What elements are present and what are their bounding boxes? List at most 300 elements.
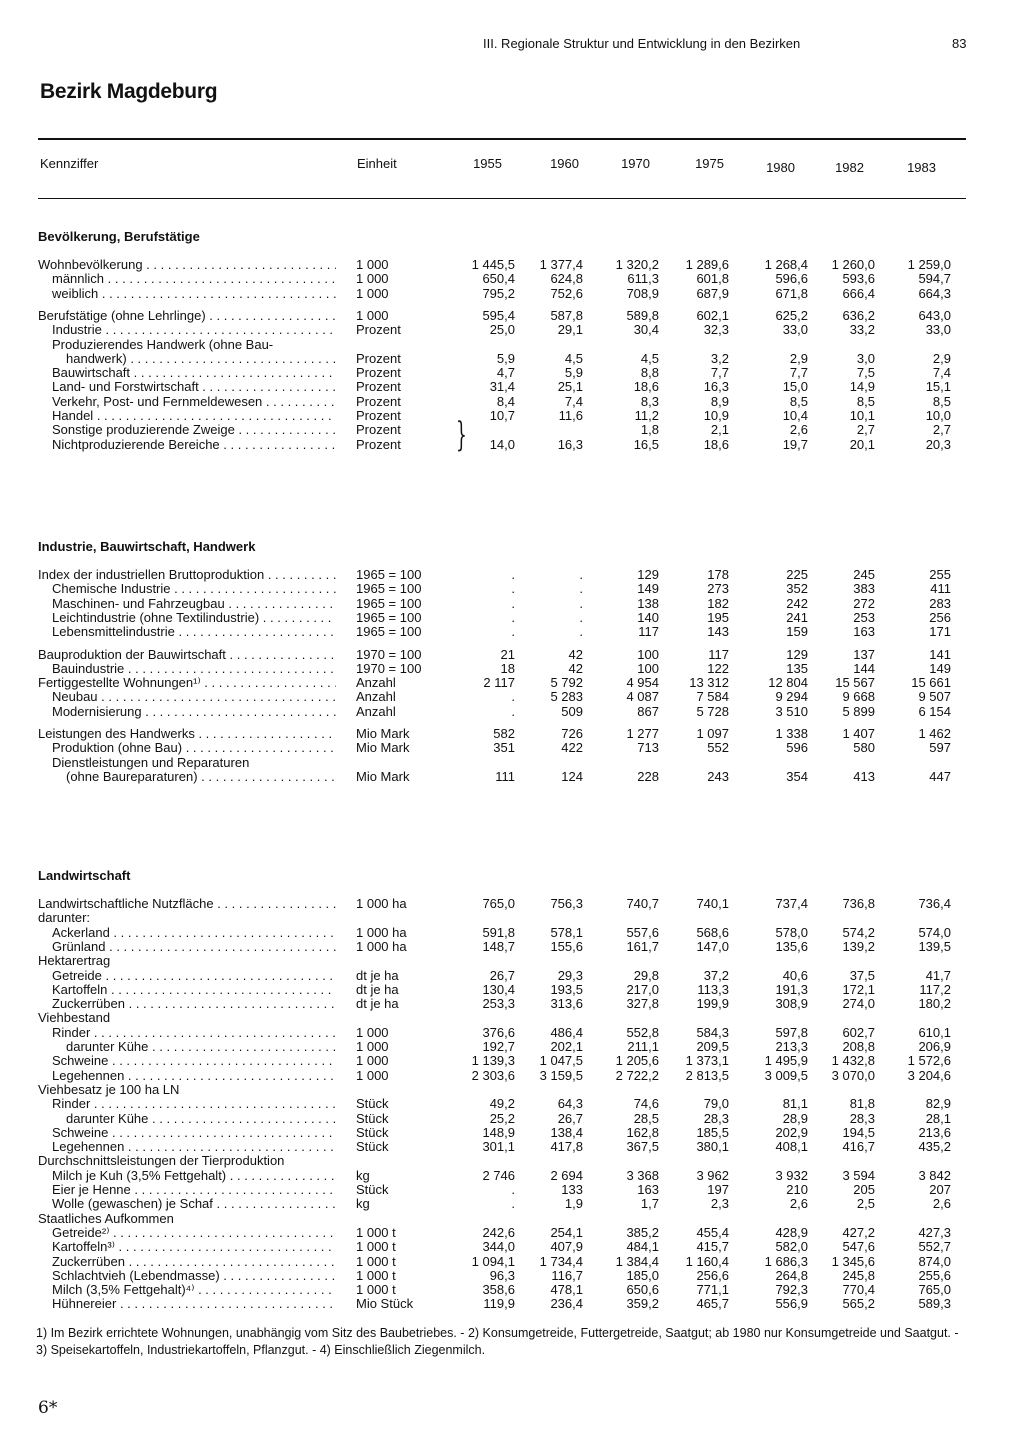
row-value: 3 842 — [918, 1167, 951, 1183]
top-rule — [38, 138, 966, 140]
row-label: (ohne Baureparaturen) . . . — [38, 770, 336, 784]
row-value: 130,4 — [482, 981, 515, 997]
row-value: 1 259,0 — [907, 257, 951, 272]
column-header-year: 1983 — [907, 160, 936, 175]
row-value: 2 746 — [482, 1167, 515, 1183]
row-value: 756,3 — [550, 896, 583, 911]
row-value: 12 804 — [768, 675, 808, 691]
row-label: Sonstige produzierende Zweige . . . — [38, 423, 336, 437]
row-value: 117 — [638, 624, 659, 640]
row-value: 354 — [786, 768, 808, 784]
row-label: Produzierendes Handwerk (ohne Bau- — [52, 337, 274, 352]
column-header-year: 1960 — [550, 156, 579, 171]
row-value: 765,0 — [918, 1282, 951, 1298]
row-value: 1 445,5 — [471, 257, 515, 272]
table-row — [38, 940, 966, 954]
row-value: 1 289,6 — [685, 257, 729, 272]
row-unit: Prozent — [356, 365, 401, 381]
row-value: 148,7 — [482, 938, 515, 954]
row-value: 149 — [637, 581, 659, 597]
row-label: Maschinen- und Fahrzeugbau . . . — [38, 597, 336, 611]
table-row — [38, 1112, 966, 1126]
row-value: 2 303,6 — [471, 1067, 515, 1083]
row-value: 10,1 — [849, 408, 875, 423]
row-label: Index der industriellen Bruttoproduktion . . . — [38, 568, 336, 582]
row-value: 185,0 — [626, 1267, 659, 1283]
row-value: 1 345,6 — [831, 1253, 875, 1269]
row-value: 283 — [929, 595, 951, 611]
footnotes: 1) Im Bezirk errichtete Wohnungen, unabhängig vom Sitz des Baubetriebes. - 2) Konsumgetreide, Futtergetreide, Saatgut; ab 1980 nur Konsumgetreide und Saatgut. - 3) Speisekartoffeln, Industriekartoffeln, Pflanzgut. - 4) Einschließlich Ziegenmilch. — [36, 1326, 959, 1357]
row-label: Zuckerrüben . . . — [38, 997, 336, 1011]
row-value: 610,1 — [918, 1024, 951, 1040]
row-label: Bauproduktion der Bauwirtschaft . . . — [38, 648, 336, 662]
row-value: 100 — [637, 660, 659, 676]
row-value: 148,9 — [482, 1124, 515, 1140]
row-label: männlich . . . — [38, 272, 336, 286]
row-label: Milch je Kuh (3,5% Fettgehalt) . . . — [38, 1169, 336, 1183]
row-value: 1 338 — [775, 726, 808, 741]
table-row — [38, 997, 966, 1011]
row-value: 2,9 — [789, 350, 808, 366]
table-row — [38, 1083, 966, 1097]
row-value: 25,0 — [489, 322, 515, 338]
row-value: 1,8 — [640, 422, 659, 438]
row-unit: Prozent — [356, 379, 401, 395]
row-value: 49,2 — [489, 1096, 515, 1112]
row-value: 15,0 — [782, 379, 808, 395]
table-row — [38, 287, 966, 301]
row-value: 245,8 — [842, 1267, 875, 1283]
row-value: 666,4 — [842, 285, 875, 301]
row-value: 708,9 — [626, 285, 659, 301]
row-value: 11,6 — [558, 408, 583, 423]
row-value: 122 — [707, 660, 729, 676]
row-value: 100 — [637, 646, 659, 662]
table-row — [38, 1169, 966, 1183]
row-value: 4 954 — [626, 675, 659, 691]
row-value: 135 — [786, 660, 808, 676]
row-value: 185,5 — [696, 1124, 729, 1140]
row-label: Zuckerrüben . . . — [38, 1255, 336, 1269]
row-value: 478,1 — [550, 1282, 583, 1298]
row-value: 1 407 — [842, 726, 875, 741]
table-row — [38, 380, 966, 394]
table-row — [38, 338, 966, 352]
row-label: Schlachtvieh (Lebendmasse) . . . — [38, 1269, 336, 1283]
row-value: 7,7 — [710, 365, 729, 381]
row-value: 242,6 — [482, 1224, 515, 1240]
row-value: 243 — [707, 768, 729, 784]
row-value: 29,3 — [557, 967, 583, 983]
row-label: Durchschnittsleistungen der Tierproduktion — [38, 1154, 285, 1169]
row-value: 713 — [637, 740, 659, 756]
row-value: 9 668 — [842, 689, 875, 705]
row-value: 580 — [853, 740, 875, 756]
row-label: Ackerland . . . — [38, 926, 336, 940]
row-value: 11,2 — [634, 408, 659, 423]
row-value: 143 — [707, 624, 729, 640]
row-unit: 1965 = 100 — [356, 567, 422, 582]
row-value: 33,0 — [782, 322, 808, 338]
row-value: 5 899 — [842, 703, 875, 719]
row-label: Schweine . . . — [38, 1054, 336, 1068]
row-value: 770,4 — [842, 1282, 875, 1298]
row-unit: 1965 = 100 — [356, 609, 422, 625]
table-row — [38, 568, 966, 582]
row-value: 596,6 — [775, 271, 808, 287]
row-value: 119,9 — [483, 1296, 515, 1312]
row-value: 82,9 — [925, 1096, 951, 1112]
column-header-year: 1975 — [695, 156, 724, 171]
row-label: Verkehr, Post- und Fernmeldewesen . . . — [38, 395, 336, 409]
row-value: 163 — [853, 624, 875, 640]
row-value: 1,7 — [640, 1196, 659, 1212]
row-value: 32,3 — [703, 322, 729, 338]
row-value: 2,1 — [710, 422, 729, 438]
row-label: Handel . . . — [38, 409, 336, 423]
row-value: 8,3 — [640, 393, 659, 409]
row-value: 9 294 — [775, 689, 808, 705]
table-row — [38, 309, 966, 323]
row-unit: Anzahl — [356, 689, 396, 705]
row-value: 547,6 — [842, 1239, 875, 1255]
row-value: 206,9 — [918, 1039, 951, 1054]
row-value: 1 160,4 — [685, 1253, 729, 1269]
row-unit: 1 000 — [356, 1024, 389, 1040]
table-row — [38, 727, 966, 741]
table-row — [38, 1140, 966, 1154]
row-unit: 1 000 — [356, 307, 389, 323]
row-value: 28,3 — [849, 1110, 875, 1126]
table-row — [38, 648, 966, 662]
section-title: Bevölkerung, Berufstätige — [38, 229, 200, 244]
row-value: . — [579, 567, 583, 582]
row-value: 14,0 — [489, 436, 515, 452]
row-value: 213,3 — [775, 1039, 808, 1054]
row-label: Milch (3,5% Fettgehalt)⁴⁾ . . . — [38, 1283, 336, 1297]
row-value: 138,4 — [550, 1124, 583, 1140]
row-value: 182 — [707, 595, 729, 611]
row-value: . — [511, 581, 515, 597]
row-value: 18,6 — [703, 436, 729, 452]
row-unit: Prozent — [356, 350, 401, 366]
row-label: Produktion (ohne Bau) . . . — [38, 741, 336, 755]
row-unit: 1 000 ha — [356, 938, 407, 954]
row-value: 1 384,4 — [615, 1253, 659, 1269]
row-value: 427,2 — [842, 1224, 875, 1240]
row-label: Hektarertrag — [38, 954, 111, 969]
row-label: weiblich . . . — [38, 287, 336, 301]
row-label: Leistungen des Handwerks . . . — [38, 727, 336, 741]
row-value: 486,4 — [550, 1024, 583, 1040]
running-head: III. Regionale Struktur und Entwicklung in den Bezirken — [483, 36, 801, 51]
table-row — [38, 1197, 966, 1211]
row-value: 416,7 — [842, 1139, 875, 1155]
page-number: 83 — [952, 36, 967, 51]
row-value: 159 — [786, 624, 808, 640]
row-value: 625,2 — [775, 307, 808, 323]
row-value: 582 — [493, 726, 515, 741]
row-value: 3 510 — [775, 703, 808, 719]
row-value: 21 — [500, 646, 515, 662]
row-unit: 1970 = 100 — [356, 646, 422, 662]
row-value: 3 009,5 — [764, 1067, 808, 1083]
row-value: 3 204,6 — [907, 1067, 951, 1083]
table-row — [38, 1183, 966, 1197]
table-row — [38, 1255, 966, 1269]
row-unit: Mio Mark — [356, 726, 410, 741]
row-label: Kartoffeln . . . — [38, 983, 336, 997]
row-value: 10,7 — [489, 408, 515, 423]
row-unit: Stück — [356, 1110, 389, 1126]
row-value: . — [511, 689, 515, 705]
row-value: 172,1 — [842, 981, 875, 997]
row-label: Industrie . . . — [38, 323, 336, 337]
row-value: 1,9 — [564, 1196, 583, 1212]
row-value: 7,5 — [856, 365, 875, 381]
table-row — [38, 969, 966, 983]
row-unit: 1 000 t — [356, 1253, 396, 1269]
row-unit: 1 000 — [356, 285, 389, 301]
row-value: 33,0 — [925, 322, 951, 338]
row-value: 771,1 — [696, 1282, 729, 1298]
row-unit: Prozent — [356, 422, 401, 438]
row-value: 195 — [707, 609, 729, 625]
row-value: 178 — [707, 567, 729, 582]
row-value: 2,6 — [932, 1196, 951, 1212]
row-value: 7,7 — [789, 365, 808, 381]
row-value: 245 — [853, 567, 875, 582]
row-value: 596 — [786, 740, 808, 756]
row-value: 427,3 — [918, 1224, 951, 1240]
row-value: 3 070,0 — [831, 1067, 875, 1083]
row-value: 30,4 — [633, 322, 659, 338]
row-value: 256,6 — [696, 1267, 729, 1283]
row-value: 552 — [707, 740, 729, 756]
table-row — [38, 1011, 966, 1025]
table-row — [38, 1226, 966, 1240]
table-row — [38, 770, 966, 784]
row-value: 41,7 — [925, 967, 951, 983]
row-value: 111 — [495, 768, 515, 784]
row-value: 16,3 — [703, 379, 729, 395]
table-row — [38, 423, 966, 437]
table-row — [38, 597, 966, 611]
row-value: 273 — [707, 581, 729, 597]
row-value: . — [511, 1196, 515, 1212]
row-value: 591,8 — [482, 924, 515, 940]
row-value: 141 — [929, 646, 951, 662]
row-value: 20,1 — [849, 436, 875, 452]
row-value: 2,9 — [932, 350, 951, 366]
row-value: 582,0 — [775, 1239, 808, 1255]
row-value: 162,8 — [626, 1124, 659, 1140]
row-value: 137 — [853, 646, 875, 662]
row-value: 8,8 — [640, 365, 659, 381]
row-value: 135,6 — [775, 938, 808, 954]
row-value: 552,8 — [626, 1024, 659, 1040]
row-value: 593,6 — [842, 271, 875, 287]
row-value: 139,2 — [842, 938, 875, 954]
row-value: . — [579, 624, 583, 640]
row-value: 205 — [853, 1182, 875, 1197]
row-value: 37,5 — [849, 967, 875, 983]
row-value: 13 312 — [689, 675, 729, 691]
row-value: 408,1 — [775, 1139, 808, 1155]
row-value: 327,8 — [626, 996, 659, 1012]
row-label: Landwirtschaftliche Nutzfläche . . . — [38, 897, 336, 911]
row-value: 1 320,2 — [615, 257, 659, 272]
row-value: 124 — [561, 768, 583, 784]
row-label: Rinder . . . — [38, 1026, 336, 1040]
row-value: 1 462 — [918, 726, 951, 741]
table-row — [38, 1126, 966, 1140]
row-value: 601,8 — [696, 271, 729, 287]
row-value: 417,8 — [550, 1139, 583, 1155]
row-value: 10,9 — [703, 408, 729, 423]
row-value: 236,4 — [550, 1296, 583, 1312]
table-row — [38, 741, 966, 755]
row-value: 256 — [929, 609, 951, 625]
row-value: 117,2 — [919, 981, 951, 997]
row-value: 2 694 — [550, 1167, 583, 1183]
row-value: 367,5 — [626, 1139, 659, 1155]
row-value: 602,1 — [696, 307, 729, 323]
row-value: 344,0 — [482, 1239, 515, 1255]
row-value: 4,5 — [640, 350, 659, 366]
row-value: 740,1 — [696, 896, 729, 911]
row-value: 5 728 — [696, 703, 729, 719]
section-title: Industrie, Bauwirtschaft, Handwerk — [38, 539, 256, 554]
row-unit: 1 000 t — [356, 1282, 396, 1298]
row-value: 584,3 — [696, 1024, 729, 1040]
table-row — [38, 438, 966, 452]
column-header-year: 1970 — [621, 156, 650, 171]
row-value: 15,1 — [925, 379, 951, 395]
row-unit: 1 000 ha — [356, 924, 407, 940]
row-value: 565,2 — [842, 1296, 875, 1312]
row-value: 1 432,8 — [831, 1053, 875, 1069]
row-value: 2 813,5 — [685, 1067, 729, 1083]
row-label: Getreide . . . — [38, 969, 336, 983]
row-label: darunter Kühe . . . — [38, 1040, 336, 1054]
table-row — [38, 1269, 966, 1283]
table-row — [38, 366, 966, 380]
row-value: 155,6 — [550, 938, 583, 954]
row-value: 133 — [561, 1182, 583, 1197]
row-unit: 1 000 ha — [356, 896, 407, 911]
table-row — [38, 1026, 966, 1040]
row-value: 14,9 — [849, 379, 875, 395]
row-value: 225 — [786, 567, 808, 582]
row-value: 74,6 — [633, 1096, 659, 1112]
row-value: 2,6 — [789, 1196, 808, 1212]
row-value: 16,3 — [557, 436, 583, 452]
row-value: 9 507 — [918, 689, 951, 705]
row-value: 1 495,9 — [764, 1053, 808, 1069]
row-value: 15 567 — [835, 675, 875, 691]
row-label: Legehennen . . . — [38, 1140, 336, 1154]
row-value: 4,5 — [564, 350, 583, 366]
row-value: 5 283 — [550, 689, 583, 705]
row-unit: Anzahl — [356, 675, 396, 691]
row-value: . — [511, 1182, 515, 1197]
row-value: 3,2 — [710, 350, 729, 366]
row-value: 144 — [853, 660, 875, 676]
row-value: 568,6 — [696, 924, 729, 940]
table-row — [38, 662, 966, 676]
row-unit: 1965 = 100 — [356, 595, 422, 611]
row-value: 25,2 — [489, 1110, 515, 1126]
row-value: 211,1 — [627, 1039, 659, 1054]
row-value: 411 — [930, 581, 951, 597]
row-value: 161,7 — [626, 938, 659, 954]
row-value: 509 — [561, 703, 583, 719]
row-value: 358,6 — [482, 1282, 515, 1298]
row-value: 1 277 — [626, 726, 659, 741]
row-unit: dt je ha — [356, 967, 399, 983]
table-row — [38, 323, 966, 337]
row-value: 2 117 — [483, 675, 515, 691]
table-row — [38, 1154, 966, 1168]
row-value: 556,9 — [775, 1296, 808, 1312]
row-value: 385,2 — [626, 1224, 659, 1240]
table-row — [38, 352, 966, 366]
table-row — [38, 1240, 966, 1254]
row-value: 40,6 — [782, 967, 808, 983]
row-value: 28,1 — [925, 1110, 951, 1126]
row-unit: 1 000 — [356, 1053, 389, 1069]
row-value: 3 962 — [696, 1167, 729, 1183]
row-value: 113,3 — [697, 981, 729, 997]
row-value: 1 377,4 — [539, 257, 583, 272]
row-value: 25,1 — [557, 379, 583, 395]
row-value: 116,7 — [551, 1267, 583, 1283]
row-value: 255,6 — [918, 1267, 951, 1283]
row-value: 589,8 — [626, 307, 659, 323]
row-value: 96,3 — [489, 1267, 515, 1283]
row-unit: 1 000 t — [356, 1267, 396, 1283]
row-value: 1 139,3 — [471, 1053, 515, 1069]
row-label: Berufstätige (ohne Lehrlinge) . . . — [38, 309, 336, 323]
row-value: 308,9 — [775, 996, 808, 1012]
row-value: 213,6 — [918, 1124, 951, 1140]
column-header-label: Kennziffer — [40, 156, 99, 171]
row-value: 484,1 — [626, 1239, 659, 1255]
row-value: 210 — [786, 1182, 808, 1197]
row-unit: 1 000 — [356, 271, 389, 287]
row-label: Viehbestand — [38, 1011, 111, 1026]
row-value: 726 — [561, 726, 583, 741]
row-unit: Prozent — [356, 393, 401, 409]
row-value: 3 159,5 — [539, 1067, 583, 1083]
row-value: 194,5 — [842, 1124, 875, 1140]
row-unit: kg — [356, 1167, 370, 1183]
row-value: 407,9 — [550, 1239, 583, 1255]
row-value: 380,1 — [696, 1139, 729, 1155]
row-value: 1 260,0 — [831, 257, 875, 272]
row-value: 1 094,1 — [471, 1253, 515, 1269]
row-label: Eier je Henne . . . — [38, 1183, 336, 1197]
header-rule — [38, 198, 966, 199]
row-value: 217,0 — [626, 981, 659, 997]
row-value: 4 087 — [626, 689, 659, 705]
row-value: 209,5 — [696, 1039, 729, 1054]
row-value: 737,4 — [775, 896, 808, 911]
row-unit: Stück — [356, 1096, 389, 1112]
table-row — [38, 1283, 966, 1297]
row-value: 171 — [929, 624, 951, 640]
